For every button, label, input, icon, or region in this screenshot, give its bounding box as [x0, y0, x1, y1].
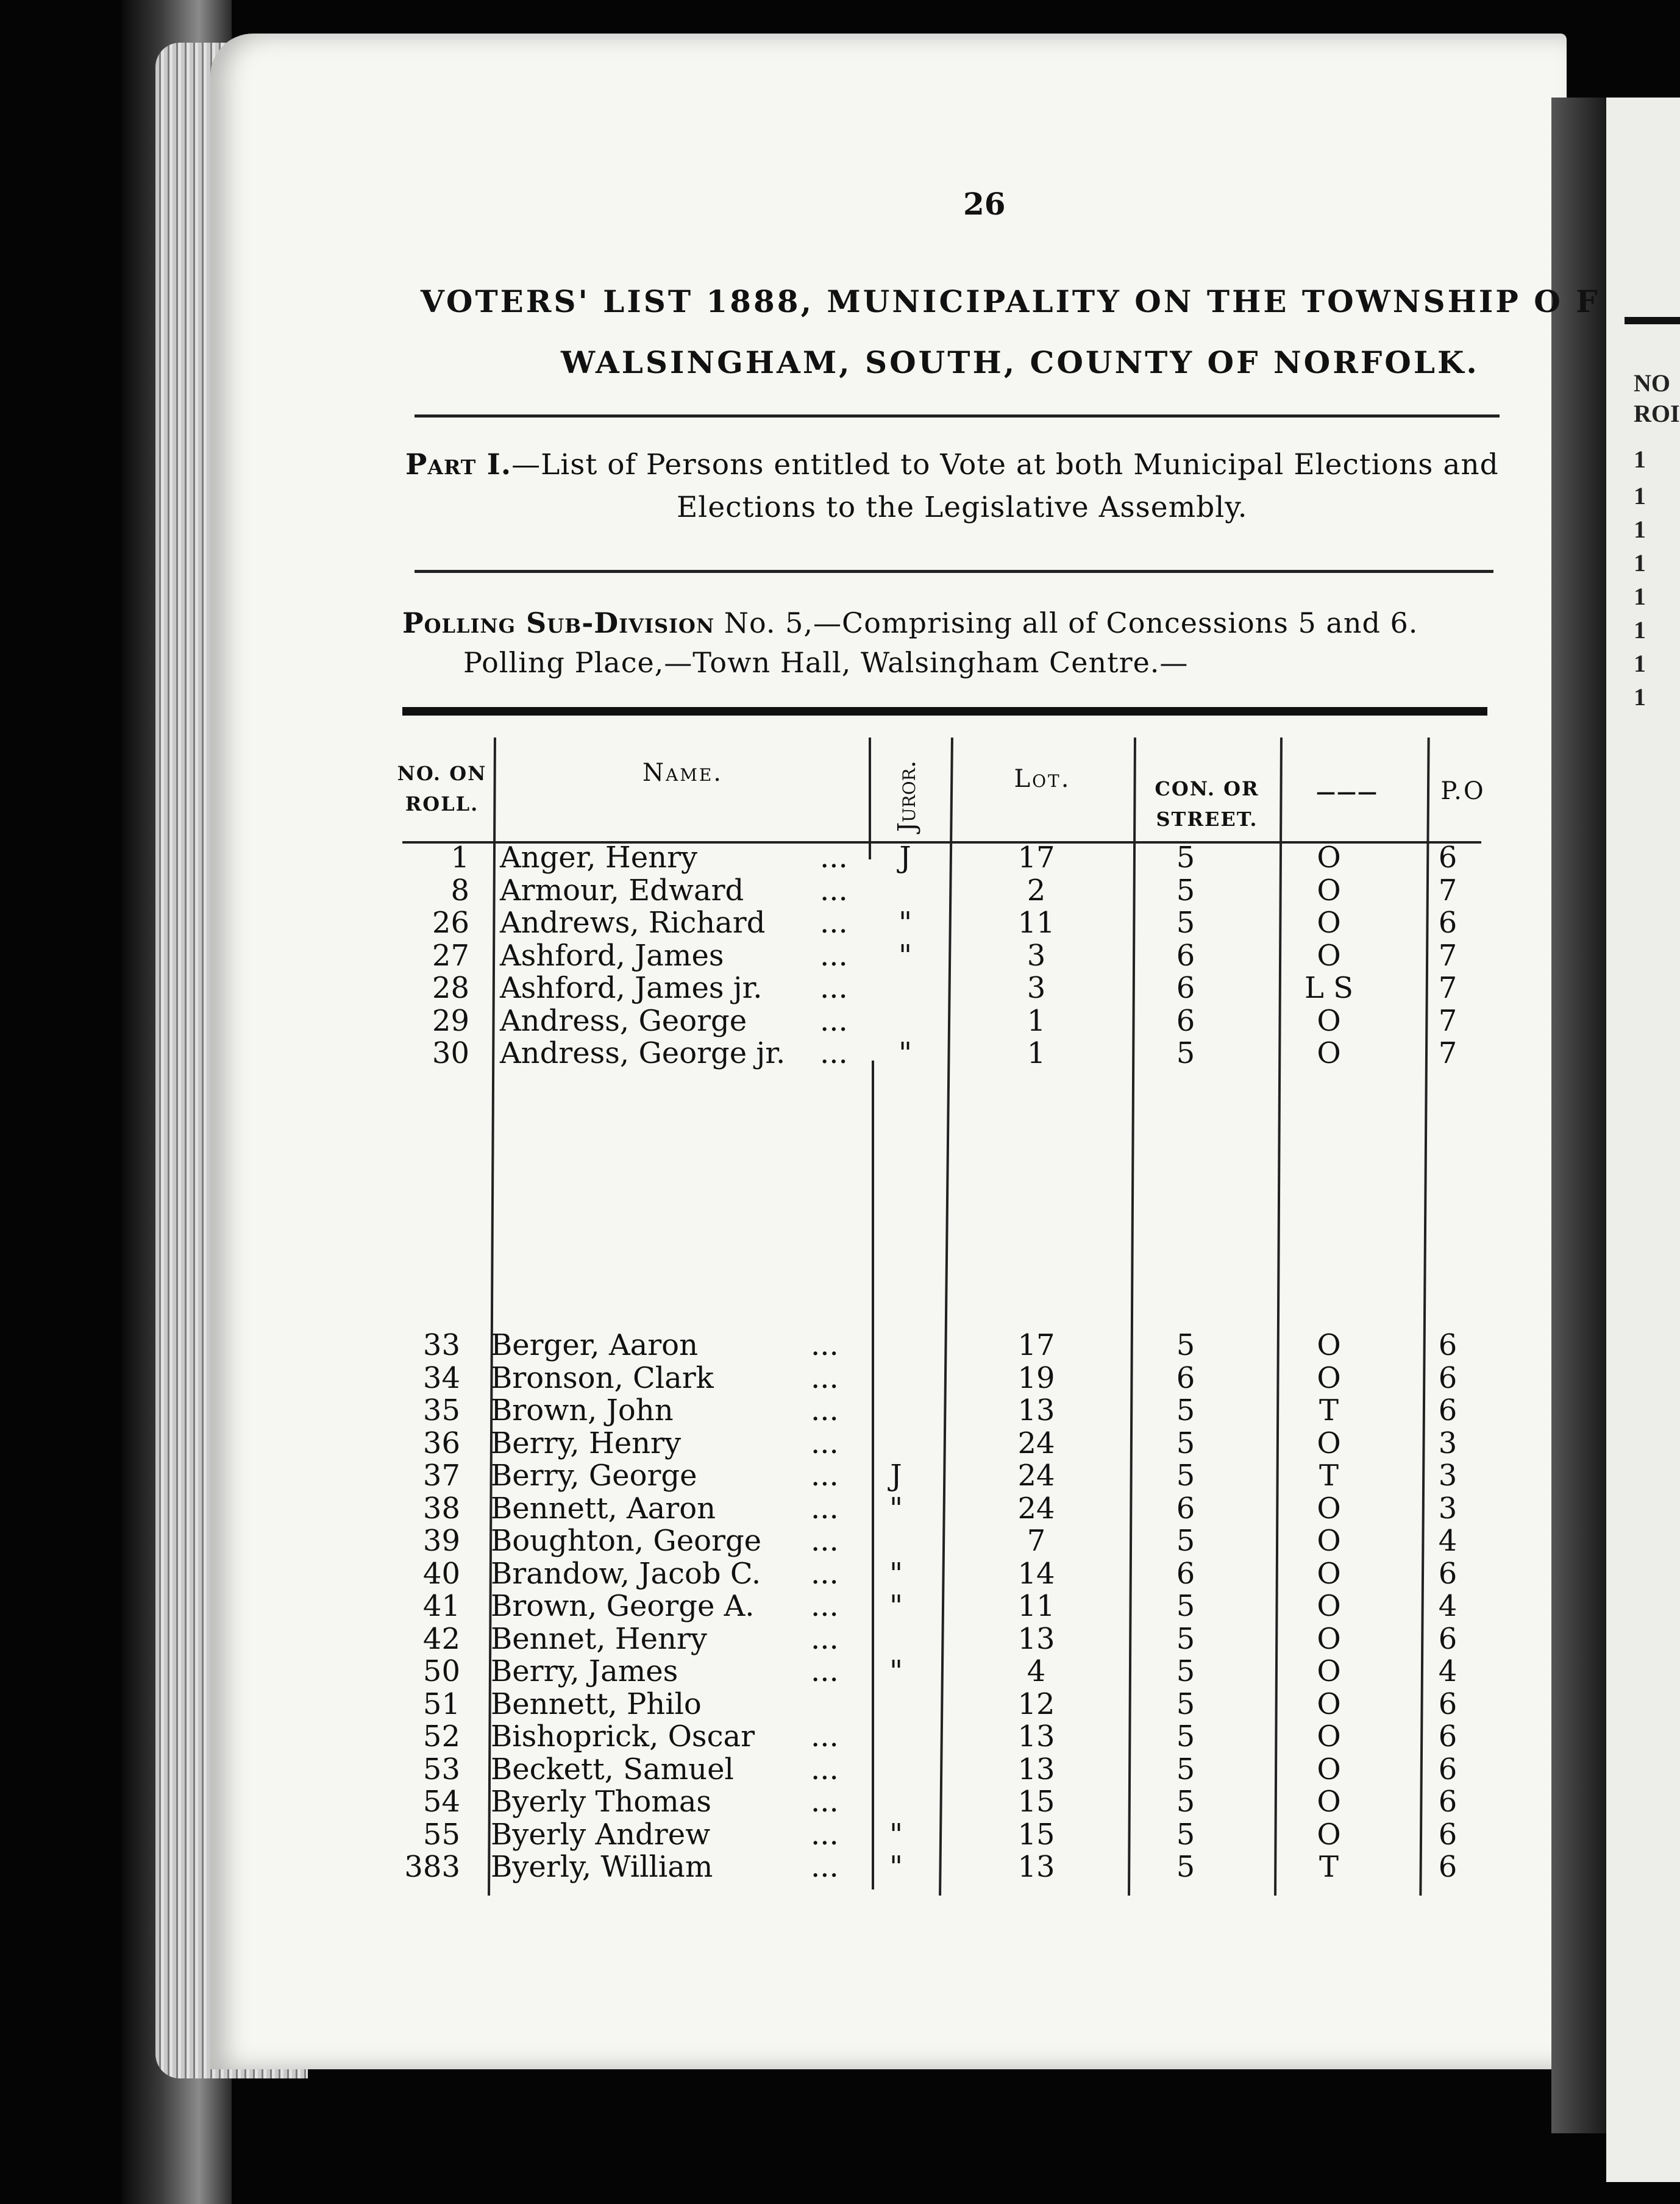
- roll-number: 383: [404, 1850, 460, 1884]
- status-code: O: [1317, 1036, 1341, 1070]
- rule-middle: [415, 570, 1493, 573]
- table-row: [0, 939, 1680, 972]
- leader-dots: ...: [811, 1719, 839, 1754]
- facing-page-text: ROI: [1634, 400, 1680, 427]
- voter-name: Bennett, Philo: [491, 1687, 702, 1721]
- status-code: O: [1317, 1817, 1341, 1852]
- voter-name: Anger, Henry: [500, 841, 698, 875]
- roll-number: 27: [432, 938, 469, 973]
- status-code: O: [1317, 1589, 1341, 1623]
- table-row: [0, 1850, 1680, 1883]
- roll-number: 54: [422, 1785, 460, 1819]
- concession: 5: [1176, 1687, 1195, 1721]
- voter-name: Berry, James: [491, 1654, 678, 1688]
- roll-number: 38: [422, 1491, 460, 1526]
- voter-name: Andrews, Richard: [500, 906, 766, 940]
- voter-name: Berry, Henry: [491, 1426, 682, 1460]
- concession: 5: [1176, 1524, 1195, 1558]
- juror-mark: ": [898, 906, 913, 940]
- status-code: O: [1317, 1654, 1341, 1688]
- status-code: O: [1317, 1621, 1341, 1656]
- juror-mark: ": [889, 1654, 903, 1688]
- part-label: Part I.: [405, 448, 512, 482]
- concession: 5: [1176, 1654, 1195, 1688]
- roll-number: 37: [422, 1459, 460, 1493]
- status-code: O: [1317, 1719, 1341, 1754]
- post-office: 4: [1438, 1524, 1458, 1558]
- header-con-2: STREET.: [1156, 808, 1258, 831]
- concession: 5: [1176, 1393, 1195, 1427]
- table-row: [0, 1427, 1680, 1460]
- juror-mark: ": [889, 1589, 903, 1623]
- juror-mark: ": [889, 1817, 903, 1852]
- lot-number: 24: [1017, 1426, 1055, 1460]
- facing-page-text: 1: [1634, 683, 1646, 711]
- voter-name: Byerly Thomas: [491, 1785, 712, 1819]
- post-office: 6: [1438, 1328, 1458, 1362]
- lot-number: 15: [1017, 1785, 1055, 1819]
- facing-page-text: 1: [1634, 583, 1646, 610]
- table-row: [0, 1818, 1680, 1851]
- concession: 6: [1176, 1360, 1195, 1395]
- part-line-1-text: —List of Persons entitled to Vote at both Municipal Elections and: [511, 448, 1499, 482]
- status-code: O: [1317, 906, 1341, 940]
- header-no-on-roll-1: NO. ON: [397, 762, 487, 785]
- table-row: [0, 1655, 1680, 1688]
- leader-dots: ...: [820, 873, 848, 908]
- roll-number: 29: [432, 1003, 469, 1038]
- voter-name: Bennett, Aaron: [491, 1491, 716, 1526]
- voter-name: Bronson, Clark: [491, 1360, 714, 1395]
- lot-number: 3: [1027, 971, 1046, 1005]
- post-office: 3: [1438, 1459, 1458, 1493]
- lot-number: 11: [1017, 906, 1055, 940]
- lot-number: 17: [1017, 841, 1055, 875]
- leader-dots: ...: [811, 1621, 839, 1656]
- status-code: O: [1317, 1491, 1341, 1526]
- voter-name: Byerly, William: [491, 1850, 713, 1884]
- table-row: [0, 972, 1680, 1004]
- leader-dots: ...: [811, 1556, 839, 1591]
- header-no-on-roll-2: ROLL.: [405, 792, 479, 816]
- lot-number: 15: [1017, 1817, 1055, 1852]
- status-code: T: [1319, 1393, 1339, 1427]
- lot-number: 24: [1017, 1491, 1055, 1526]
- table-row: [0, 1329, 1680, 1362]
- voter-name: Berry, George: [491, 1459, 697, 1493]
- roll-number: 8: [450, 873, 469, 908]
- leader-dots: ...: [820, 1003, 848, 1038]
- concession: 6: [1176, 1556, 1195, 1591]
- table-top-rule: [402, 707, 1487, 716]
- roll-number: 41: [422, 1589, 460, 1623]
- status-code: T: [1319, 1459, 1339, 1493]
- lot-number: 24: [1017, 1459, 1055, 1493]
- facing-page-text: 1: [1634, 549, 1646, 577]
- lot-number: 14: [1017, 1556, 1055, 1591]
- title-line-2: WALSINGHAM, SOUTH, COUNTY OF NORFOLK.: [561, 344, 1479, 380]
- table-row: [0, 1524, 1680, 1557]
- post-office: 6: [1438, 1817, 1458, 1852]
- post-office: 7: [1438, 873, 1458, 908]
- leader-dots: ...: [820, 841, 848, 875]
- facing-page-text: 1: [1634, 482, 1646, 510]
- table-row: [0, 1720, 1680, 1753]
- leader-dots: ...: [811, 1491, 839, 1526]
- roll-number: 28: [432, 971, 469, 1005]
- post-office: 3: [1438, 1491, 1458, 1526]
- concession: 5: [1176, 841, 1195, 875]
- facing-page-text: 1: [1634, 650, 1646, 677]
- post-office: 7: [1438, 1003, 1458, 1038]
- header-name: Name.: [642, 759, 724, 787]
- roll-number: 51: [422, 1687, 460, 1721]
- leader-dots: ...: [811, 1589, 839, 1623]
- leader-dots: ...: [811, 1524, 839, 1558]
- rule-top: [415, 414, 1500, 418]
- post-office: 6: [1438, 1785, 1458, 1819]
- voter-name: Boughton, George: [491, 1524, 762, 1558]
- roll-number: 39: [422, 1524, 460, 1558]
- post-office: 6: [1438, 1621, 1458, 1656]
- status-code: O: [1317, 1556, 1341, 1591]
- table-row: [0, 1492, 1680, 1525]
- roll-number: 40: [422, 1556, 460, 1591]
- voter-name: Bishoprick, Oscar: [491, 1719, 755, 1754]
- roll-number: 1: [450, 841, 469, 875]
- facing-page-text: 1: [1634, 616, 1646, 644]
- post-office: 6: [1438, 1393, 1458, 1427]
- part-line-1: [405, 448, 1499, 482]
- leader-dots: ...: [811, 1393, 839, 1427]
- post-office: 7: [1438, 938, 1458, 973]
- table-row: [0, 874, 1680, 907]
- concession: 5: [1176, 1036, 1195, 1070]
- leader-dots: ...: [811, 1459, 839, 1493]
- post-office: 6: [1438, 1687, 1458, 1721]
- header-po: P.O: [1440, 777, 1486, 805]
- facing-page-text: NO: [1634, 369, 1670, 397]
- header-lot: Lot.: [1014, 765, 1071, 793]
- lot-number: 13: [1017, 1719, 1055, 1754]
- concession: 5: [1176, 1621, 1195, 1656]
- table-row: [0, 1004, 1680, 1037]
- leader-dots: ...: [811, 1328, 839, 1362]
- roll-number: 26: [432, 906, 469, 940]
- polling-line-1-text: No. 5,—Comprising all of Concessions 5 and 6.: [714, 606, 1418, 639]
- voter-name: Ashford, James jr.: [500, 971, 763, 1005]
- table-row: [0, 1688, 1680, 1721]
- status-code: O: [1317, 1785, 1341, 1819]
- leader-dots: ...: [811, 1850, 839, 1884]
- status-code: O: [1317, 1328, 1341, 1362]
- voter-name: Beckett, Samuel: [491, 1752, 734, 1786]
- voter-name: Brown, George A.: [491, 1589, 755, 1623]
- lot-number: 13: [1017, 1393, 1055, 1427]
- lot-number: 7: [1027, 1524, 1046, 1558]
- concession: 5: [1176, 1719, 1195, 1754]
- post-office: 6: [1438, 1850, 1458, 1884]
- polling-line-2: Polling Place,—Town Hall, Walsingham Centre.—: [463, 646, 1189, 679]
- header-con-1: CON. OR: [1155, 777, 1259, 800]
- lot-number: 19: [1017, 1360, 1055, 1395]
- post-office: 6: [1438, 1752, 1458, 1786]
- lot-number: 4: [1027, 1654, 1046, 1688]
- roll-number: 50: [422, 1654, 460, 1688]
- post-office: 6: [1438, 841, 1458, 875]
- lot-number: 13: [1017, 1621, 1055, 1656]
- concession: 5: [1176, 873, 1195, 908]
- facing-page-text: 1: [1634, 446, 1646, 473]
- table-row: [0, 1362, 1680, 1395]
- table-row: [0, 1394, 1680, 1427]
- concession: 6: [1176, 1003, 1195, 1038]
- post-office: 4: [1438, 1589, 1458, 1623]
- table-row: [0, 906, 1680, 939]
- page-number: 26: [963, 186, 1006, 222]
- concession: 6: [1176, 971, 1195, 1005]
- roll-number: 55: [422, 1817, 460, 1852]
- concession: 5: [1176, 906, 1195, 940]
- header-blank: ———: [1316, 780, 1378, 803]
- voter-name: Andress, George: [500, 1003, 747, 1038]
- post-office: 7: [1438, 971, 1458, 1005]
- post-office: 6: [1438, 1556, 1458, 1591]
- status-code: L S: [1304, 971, 1353, 1005]
- voter-name: Bennet, Henry: [491, 1621, 707, 1656]
- roll-number: 34: [422, 1360, 460, 1395]
- roll-number: 42: [422, 1621, 460, 1656]
- leader-dots: ...: [811, 1426, 839, 1460]
- juror-mark: ": [898, 1036, 913, 1070]
- table-row: [0, 1037, 1680, 1070]
- status-code: O: [1317, 1524, 1341, 1558]
- status-code: O: [1317, 1360, 1341, 1395]
- concession: 5: [1176, 1426, 1195, 1460]
- juror-mark: ": [889, 1850, 903, 1884]
- roll-number: 33: [422, 1328, 460, 1362]
- lot-number: 2: [1027, 873, 1046, 908]
- table-row: [0, 1557, 1680, 1590]
- voter-name: Armour, Edward: [500, 873, 744, 908]
- juror-mark: ": [889, 1491, 903, 1526]
- status-code: O: [1317, 1426, 1341, 1460]
- status-code: O: [1317, 1687, 1341, 1721]
- post-office: 6: [1438, 1360, 1458, 1395]
- table-row: [0, 1785, 1680, 1818]
- part-line-2: Elections to the Legislative Assembly.: [677, 491, 1248, 524]
- polling-label: Polling Sub-Division: [402, 606, 715, 639]
- roll-number: 35: [422, 1393, 460, 1427]
- concession: 5: [1176, 1850, 1195, 1884]
- voter-name: Berger, Aaron: [491, 1328, 698, 1362]
- concession: 5: [1176, 1817, 1195, 1852]
- table-row: [0, 1459, 1680, 1492]
- post-office: 4: [1438, 1654, 1458, 1688]
- juror-mark: ": [898, 938, 913, 973]
- lot-number: 12: [1017, 1687, 1055, 1721]
- lot-number: 13: [1017, 1752, 1055, 1786]
- leader-dots: ...: [811, 1785, 839, 1819]
- voter-name: Brown, John: [491, 1393, 674, 1427]
- table-row: [0, 1590, 1680, 1623]
- title-line-1: VOTERS' LIST 1888, MUNICIPALITY ON THE TOWNSHIP O F: [421, 283, 1600, 319]
- leader-dots: ...: [811, 1752, 839, 1786]
- leader-dots: ...: [811, 1817, 839, 1852]
- concession: 5: [1176, 1328, 1195, 1362]
- concession: 6: [1176, 938, 1195, 973]
- concession: 5: [1176, 1752, 1195, 1786]
- lot-number: 13: [1017, 1850, 1055, 1884]
- post-office: 3: [1438, 1426, 1458, 1460]
- leader-dots: ...: [820, 971, 848, 1005]
- voter-name: Byerly Andrew: [491, 1817, 711, 1852]
- voter-name: Andress, George jr.: [500, 1036, 786, 1070]
- concession: 5: [1176, 1785, 1195, 1819]
- lot-number: 17: [1017, 1328, 1055, 1362]
- concession: 5: [1176, 1459, 1195, 1493]
- post-office: 6: [1438, 906, 1458, 940]
- roll-number: 30: [432, 1036, 469, 1070]
- voter-name: Ashford, James: [500, 938, 724, 973]
- table-row: [0, 841, 1680, 874]
- status-code: O: [1317, 873, 1341, 908]
- roll-number: 36: [422, 1426, 460, 1460]
- polling-line-1: [402, 606, 1418, 639]
- lot-number: 3: [1027, 938, 1046, 973]
- leader-dots: ...: [811, 1360, 839, 1395]
- header-juror: Juror.: [893, 760, 921, 832]
- juror-mark: J: [899, 841, 911, 875]
- lot-number: 11: [1017, 1589, 1055, 1623]
- status-code: T: [1319, 1850, 1339, 1884]
- status-code: O: [1317, 1003, 1341, 1038]
- leader-dots: ...: [820, 938, 848, 973]
- leader-dots: ...: [820, 1036, 848, 1070]
- status-code: O: [1317, 938, 1341, 973]
- leader-dots: ...: [811, 1654, 839, 1688]
- facing-page-rule: [1625, 317, 1680, 324]
- lot-number: 1: [1027, 1036, 1046, 1070]
- table-row: [0, 1623, 1680, 1655]
- concession: 6: [1176, 1491, 1195, 1526]
- voter-name: Brandow, Jacob C.: [491, 1556, 761, 1591]
- post-office: 7: [1438, 1036, 1458, 1070]
- status-code: O: [1317, 1752, 1341, 1786]
- lot-number: 1: [1027, 1003, 1046, 1038]
- juror-mark: J: [890, 1459, 902, 1493]
- roll-number: 52: [422, 1719, 460, 1754]
- status-code: O: [1317, 841, 1341, 875]
- table-row: [0, 1753, 1680, 1786]
- leader-dots: ...: [820, 906, 848, 940]
- juror-mark: ": [889, 1556, 903, 1591]
- roll-number: 53: [422, 1752, 460, 1786]
- concession: 5: [1176, 1589, 1195, 1623]
- facing-page-text: 1: [1634, 516, 1646, 543]
- post-office: 6: [1438, 1719, 1458, 1754]
